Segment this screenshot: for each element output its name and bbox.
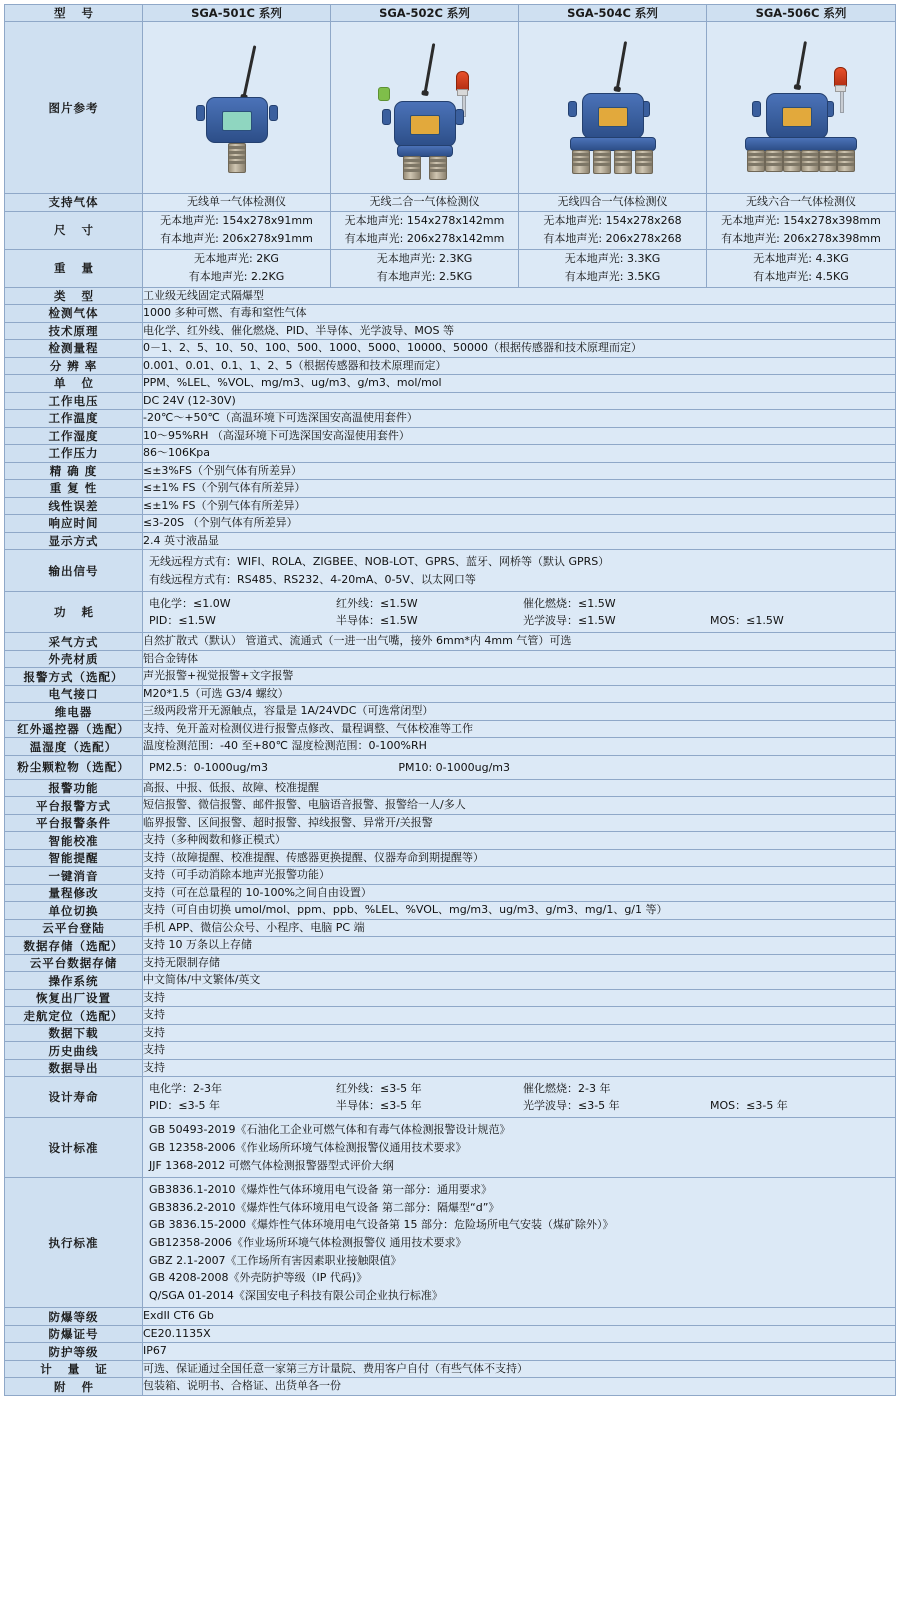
row-label-size: 尺 寸 bbox=[5, 211, 143, 249]
enclosure-body bbox=[766, 93, 828, 139]
enclosure-body bbox=[394, 101, 456, 147]
dust-blank bbox=[648, 759, 889, 776]
row-value-smart-calibration: 支持（多种阀数和修正模式） bbox=[143, 832, 896, 850]
row-value-ip-grade: IP67 bbox=[143, 1343, 896, 1361]
alarm-beacon-icon bbox=[456, 71, 469, 91]
gas-sensor-icon bbox=[593, 150, 611, 174]
row-value-unit: PPM、%LEL、%VOL、mg/m3、ug/m3、g/m3、mol/mol bbox=[143, 375, 896, 393]
exec-standard-line-1: GB3836.1-2010《爆炸性气体环境用电气设备 第一部分：通用要求》 bbox=[149, 1183, 493, 1197]
size-504c-line2: 有本地声光: 206x278x268 bbox=[543, 232, 682, 245]
row-label-platform-alarm-condition: 平台报警条件 bbox=[5, 814, 143, 832]
row-label-range: 检测量程 bbox=[5, 340, 143, 358]
design-standard-line-2: GB 12358-2006《作业场所环境气体检测报警仪通用技术要求》 bbox=[149, 1141, 467, 1155]
size-506c bbox=[707, 211, 896, 249]
table-row-design-standard bbox=[5, 1118, 896, 1178]
size-501c-line2: 有本地声光: 206x278x91mm bbox=[160, 232, 313, 245]
antenna-icon bbox=[615, 41, 626, 89]
weight-501c-line1: 无本地声光: 2KG bbox=[194, 251, 279, 265]
row-label-data-export: 数据导出 bbox=[5, 1059, 143, 1077]
table-row-platform-alarm-type bbox=[5, 797, 896, 815]
gas-sensor-icon bbox=[614, 150, 632, 174]
size-502c-line2: 有本地声光: 206x278x142mm bbox=[344, 232, 505, 245]
row-value-alarm-function: 高报、中报、低报、故障、校准提醒 bbox=[143, 779, 896, 797]
device-image-506c bbox=[707, 22, 896, 194]
exec-standard-line-2: GB3836.2-2010《爆炸性气体环境用电气设备 第二部分：隔爆型“d”》 bbox=[149, 1200, 500, 1214]
weight-501c bbox=[143, 249, 331, 287]
device-image-502c bbox=[331, 22, 519, 194]
table-row-platform-alarm-condition bbox=[5, 814, 896, 832]
row-value-alarm-type: 声光报警+视觉报警+文字报警 bbox=[143, 668, 896, 686]
row-label-temp-humidity-option: 温湿度（选配） bbox=[5, 738, 143, 756]
row-label-relay: 维电器 bbox=[5, 703, 143, 721]
row-value-temperature: -20℃～+50℃（高温环境下可选深国安高温使用套件） bbox=[143, 410, 896, 428]
row-label-image-reference: 图片参考 bbox=[5, 22, 143, 194]
table-row-electrical-interface bbox=[5, 685, 896, 703]
row-label-dust: 粉尘颗粒物（选配） bbox=[5, 755, 143, 779]
indicator-green-icon bbox=[378, 87, 390, 101]
row-value-mute: 支持（可手动消除本地声光报警功能） bbox=[143, 867, 896, 885]
table-row-linearity bbox=[5, 497, 896, 515]
size-501c bbox=[143, 211, 331, 249]
gas-manifold bbox=[570, 137, 656, 151]
output-signal-wired: 有线远程方式有：RS485、RS232、4-20mA、0-5V、以太网口等 bbox=[149, 572, 476, 586]
size-504c bbox=[519, 211, 707, 249]
row-label-temperature: 工作温度 bbox=[5, 410, 143, 428]
table-row-os bbox=[5, 972, 896, 990]
gas-sensor-icon bbox=[572, 150, 590, 174]
row-label-display: 显示方式 bbox=[5, 532, 143, 550]
table-row-exec-standard bbox=[5, 1178, 896, 1308]
mount-ear-left-icon bbox=[196, 105, 205, 121]
life-blank-1 bbox=[710, 1080, 889, 1097]
table-row-humidity bbox=[5, 427, 896, 445]
row-label-output-signal: 输出信号 bbox=[5, 550, 143, 592]
size-502c-line1: 无本地声光: 154x278x142mm bbox=[344, 213, 505, 227]
table-row-power bbox=[5, 592, 896, 633]
enclosure-body bbox=[582, 93, 644, 139]
weight-501c-line2: 有本地声光: 2.2KG bbox=[188, 270, 285, 283]
size-506c-line1: 无本地声光: 154x278x398mm bbox=[721, 213, 881, 227]
table-row-design-life bbox=[5, 1077, 896, 1118]
row-label-power: 功 耗 bbox=[5, 592, 143, 633]
row-label-gas-support: 支持气体 bbox=[5, 194, 143, 212]
row-value-power bbox=[143, 592, 896, 633]
row-value-display: 2.4 英寸液晶显 bbox=[143, 532, 896, 550]
power-optical: 光学波导：≤1.5W bbox=[523, 614, 616, 628]
lcd-screen-icon bbox=[222, 111, 252, 131]
row-value-electrical-interface: M20*1.5（可选 G3/4 螺纹） bbox=[143, 685, 896, 703]
spec-sheet bbox=[0, 4, 899, 1608]
row-label-housing: 外壳材质 bbox=[5, 650, 143, 668]
dust-pm10: PM10: 0-1000ug/m3 bbox=[398, 760, 510, 774]
output-signal-wireless: 无线远程方式有：WIFI、ROLA、ZIGBEE、NOB-LOT、GPRS、蓝牙、网桥等（默认 GPRS） bbox=[149, 555, 610, 568]
power-blank-1 bbox=[710, 595, 889, 612]
row-value-voltage: DC 24V (12-30V) bbox=[143, 392, 896, 410]
row-value-range-modify: 支持（可在总量程的 10-100%之间自由设置） bbox=[143, 884, 896, 902]
life-optical: 光学波导：≤3-5 年 bbox=[523, 1099, 620, 1113]
row-value-principle: 电化学、红外线、催化燃烧、PID、半导体、光学波导、MOS 等 bbox=[143, 322, 896, 340]
gas-sensor-icon bbox=[801, 150, 819, 172]
row-value-platform-alarm-type: 短信报警、微信报警、邮件报警、电脑语音报警、报警给一人/多人 bbox=[143, 797, 896, 815]
table-row-cloud-login bbox=[5, 919, 896, 937]
row-label-metrology-cert: 计 量 证 bbox=[5, 1360, 143, 1378]
power-catalytic: 催化燃烧：≤1.5W bbox=[523, 597, 616, 611]
table-row-range bbox=[5, 340, 896, 358]
exec-standard-line-4: GB12358-2006《作业场所环境气体检测报警仪 通用技术要求》 bbox=[149, 1235, 467, 1249]
table-row-detect-gas bbox=[5, 305, 896, 323]
row-value-housing: 铝合金铸体 bbox=[143, 650, 896, 668]
table-row-pressure bbox=[5, 445, 896, 463]
table-row-accessories bbox=[5, 1378, 896, 1396]
row-value-os: 中文简体/中文繁体/英文 bbox=[143, 972, 896, 990]
table-row-housing bbox=[5, 650, 896, 668]
exec-standard-line-7: Q/SGA 01-2014《深国安电子科技有限公司企业执行标准》 bbox=[149, 1288, 443, 1302]
table-row-unit bbox=[5, 375, 896, 393]
beacon-post-icon bbox=[840, 89, 844, 113]
beacon-base-icon bbox=[835, 85, 846, 92]
row-label-pressure: 工作压力 bbox=[5, 445, 143, 463]
row-label-sampling: 采气方式 bbox=[5, 633, 143, 651]
row-label-data-download: 数据下载 bbox=[5, 1024, 143, 1042]
row-label-os: 操作系统 bbox=[5, 972, 143, 990]
row-label-type: 类 型 bbox=[5, 287, 143, 305]
row-label-ex-grade: 防爆等级 bbox=[5, 1308, 143, 1326]
table-row-history-curve bbox=[5, 1042, 896, 1060]
table-row-dust bbox=[5, 755, 896, 779]
row-value-data-download: 支持 bbox=[143, 1024, 896, 1042]
row-label-factory-reset: 恢复出厂设置 bbox=[5, 989, 143, 1007]
row-label-mute: 一键消音 bbox=[5, 867, 143, 885]
design-standard-line-3: JJF 1368-2012 可燃气体检测报警器型式评价大纲 bbox=[149, 1158, 394, 1172]
power-semiconductor: 半导体：≤1.5W bbox=[336, 614, 418, 628]
exec-standard-line-5: GBZ 2.1-2007《工作场所有害因素职业接触限值》 bbox=[149, 1253, 402, 1267]
gas-sensor-icon bbox=[228, 143, 246, 173]
table-row-cloud-storage bbox=[5, 954, 896, 972]
row-label-unit: 单 位 bbox=[5, 375, 143, 393]
row-value-type: 工业级无线固定式隔爆型 bbox=[143, 287, 896, 305]
size-502c bbox=[331, 211, 519, 249]
row-value-smart-reminder: 支持（故障提醒、校准提醒、传感器更换提醒、仪器寿命到期提醒等） bbox=[143, 849, 896, 867]
table-row-ex-cert bbox=[5, 1325, 896, 1343]
row-label-weight: 重 量 bbox=[5, 249, 143, 287]
row-label-detect-gas: 检测气体 bbox=[5, 305, 143, 323]
row-value-data-storage: 支持 10 万条以上存储 bbox=[143, 937, 896, 955]
mount-ear-left-icon bbox=[568, 101, 577, 117]
gas-sensor-icon bbox=[747, 150, 765, 172]
row-value-output-signal bbox=[143, 550, 896, 592]
row-label-linearity: 线性误差 bbox=[5, 497, 143, 515]
table-row-voltage bbox=[5, 392, 896, 410]
weight-502c-line1: 无本地声光: 2.3KG bbox=[376, 251, 473, 265]
table-row-factory-reset bbox=[5, 989, 896, 1007]
row-label-repeatability: 重 复 性 bbox=[5, 480, 143, 498]
table-row-repeatability bbox=[5, 480, 896, 498]
row-value-platform-alarm-condition: 临界报警、区间报警、超时报警、掉线报警、异常开/关报警 bbox=[143, 814, 896, 832]
power-pid: PID：≤1.5W bbox=[149, 614, 216, 628]
header-model-label: 型 号 bbox=[5, 5, 143, 22]
power-mos: MOS：≤1.5W bbox=[710, 614, 784, 628]
gas-sensor-icon bbox=[403, 156, 421, 180]
row-label-ir-remote: 红外遥控器（选配） bbox=[5, 720, 143, 738]
row-value-exec-standard bbox=[143, 1178, 896, 1308]
life-infrared: 红外线：≤3-5 年 bbox=[336, 1082, 422, 1096]
row-value-resolution: 0.001、0.01、0.1、1、2、5（根据传感器和技术原理而定） bbox=[143, 357, 896, 375]
table-row-ex-grade bbox=[5, 1308, 896, 1326]
table-row-weight bbox=[5, 249, 896, 287]
weight-504c-line2: 有本地声光: 3.5KG bbox=[564, 270, 661, 283]
table-row-image-reference bbox=[5, 22, 896, 194]
row-label-alarm-type: 报警方式（选配） bbox=[5, 668, 143, 686]
table-row-data-export bbox=[5, 1059, 896, 1077]
row-label-platform-alarm-type: 平台报警方式 bbox=[5, 797, 143, 815]
antenna-icon bbox=[796, 41, 807, 87]
row-label-humidity: 工作湿度 bbox=[5, 427, 143, 445]
row-value-repeatability: ≤±1% FS（个别气体有所差异） bbox=[143, 480, 896, 498]
row-label-ip-grade: 防护等级 bbox=[5, 1343, 143, 1361]
weight-506c-line2: 有本地声光: 4.5KG bbox=[753, 270, 849, 283]
mount-ear-left-icon bbox=[752, 101, 761, 117]
table-row-temp-humidity-option bbox=[5, 738, 896, 756]
row-label-exec-standard: 执行标准 bbox=[5, 1178, 143, 1308]
row-value-ir-remote: 支持、免开盖对检测仪进行报警点修改、量程调整、气体校准等工作 bbox=[143, 720, 896, 738]
row-value-unit-switch: 支持（可自由切换 umol/mol、ppm、ppb、%LEL、%VOL、mg/m3、ug/m3、g/m3、mg/1、g/1 等） bbox=[143, 902, 896, 920]
life-mos: MOS：≤3-5 年 bbox=[710, 1099, 788, 1113]
row-label-accessories: 附 件 bbox=[5, 1378, 143, 1396]
header-model-2: SGA-502C 系列 bbox=[331, 5, 519, 22]
gas-sensor-icon bbox=[429, 156, 447, 180]
table-row-size bbox=[5, 211, 896, 249]
row-value-dust bbox=[143, 755, 896, 779]
design-standard-line-1: GB 50493-2019《石油化工企业可燃气体和有毒气体检测报警设计规范》 bbox=[149, 1123, 511, 1137]
life-electrochemical: 电化学：2-3年 bbox=[149, 1082, 222, 1096]
mount-ear-right-icon bbox=[455, 109, 464, 125]
device-drawing-506c bbox=[708, 23, 894, 193]
table-row-range-modify bbox=[5, 884, 896, 902]
row-value-accuracy: ≤±3%FS（个别气体有所差异） bbox=[143, 462, 896, 480]
table-row-resolution bbox=[5, 357, 896, 375]
table-row-output-signal bbox=[5, 550, 896, 592]
weight-502c-line2: 有本地声光: 2.5KG bbox=[376, 270, 473, 283]
table-row-unit-switch bbox=[5, 902, 896, 920]
antenna-icon bbox=[242, 45, 256, 96]
mount-ear-right-icon bbox=[269, 105, 278, 121]
row-label-cloud-login: 云平台登陆 bbox=[5, 919, 143, 937]
dust-pm25: PM2.5：0-1000ug/m3 bbox=[149, 760, 268, 774]
antenna-icon bbox=[423, 43, 435, 93]
table-row-display bbox=[5, 532, 896, 550]
table-row-mobile-positioning bbox=[5, 1007, 896, 1025]
weight-504c bbox=[519, 249, 707, 287]
row-label-smart-reminder: 智能提醒 bbox=[5, 849, 143, 867]
table-row-alarm-type bbox=[5, 668, 896, 686]
gas-sensor-icon bbox=[819, 150, 837, 172]
table-row-response-time bbox=[5, 515, 896, 533]
table-row-temperature bbox=[5, 410, 896, 428]
exec-standard-line-3: GB 3836.15-2000《爆炸性气体环境用电气设备第 15 部分：危险场所电气安装（煤矿除外）》 bbox=[149, 1218, 614, 1232]
header-model-3: SGA-504C 系列 bbox=[519, 5, 707, 22]
row-value-range: 0－1、2、5、10、50、100、500、1000、5000、10000、50000（根据传感器和技术原理而定） bbox=[143, 340, 896, 358]
row-value-factory-reset: 支持 bbox=[143, 989, 896, 1007]
lcd-screen-icon bbox=[782, 107, 812, 127]
row-label-mobile-positioning: 走航定位（选配） bbox=[5, 1007, 143, 1025]
alarm-beacon-icon bbox=[834, 67, 847, 87]
life-catalytic: 催化燃烧：2-3 年 bbox=[523, 1082, 611, 1096]
table-row-smart-calibration bbox=[5, 832, 896, 850]
power-electrochemical: 电化学：≤1.0W bbox=[149, 597, 231, 611]
table-row-accuracy bbox=[5, 462, 896, 480]
row-label-design-standard: 设计标准 bbox=[5, 1118, 143, 1178]
device-drawing-502c bbox=[332, 23, 518, 193]
row-value-history-curve: 支持 bbox=[143, 1042, 896, 1060]
row-value-design-life bbox=[143, 1077, 896, 1118]
device-drawing-501c bbox=[144, 23, 330, 193]
row-value-relay: 三级两段常开无源触点，容量是 1A/24VDC（可选常闭型） bbox=[143, 703, 896, 721]
gas-support-506c: 无线六合一气体检测仪 bbox=[707, 194, 896, 212]
row-label-data-storage: 数据存储（选配） bbox=[5, 937, 143, 955]
gas-sensor-icon bbox=[635, 150, 653, 174]
row-value-linearity: ≤±1% FS（个别气体有所差异） bbox=[143, 497, 896, 515]
row-label-range-modify: 量程修改 bbox=[5, 884, 143, 902]
device-image-504c bbox=[519, 22, 707, 194]
life-pid: PID：≤3-5 年 bbox=[149, 1099, 221, 1113]
row-value-cloud-storage: 支持无限制存储 bbox=[143, 954, 896, 972]
gas-sensor-icon bbox=[837, 150, 855, 172]
table-row-smart-reminder bbox=[5, 849, 896, 867]
table-row-type bbox=[5, 287, 896, 305]
gas-support-502c: 无线二合一气体检测仪 bbox=[331, 194, 519, 212]
row-label-accuracy: 精 确 度 bbox=[5, 462, 143, 480]
row-value-design-standard bbox=[143, 1118, 896, 1178]
size-501c-line1: 无本地声光: 154x278x91mm bbox=[160, 213, 313, 227]
row-label-ex-cert: 防爆证号 bbox=[5, 1325, 143, 1343]
row-label-smart-calibration: 智能校准 bbox=[5, 832, 143, 850]
size-504c-line1: 无本地声光: 154x278x268 bbox=[543, 213, 682, 227]
header-model-4: SGA-506C 系列 bbox=[707, 5, 896, 22]
row-value-pressure: 86～106Kpa bbox=[143, 445, 896, 463]
lcd-screen-icon bbox=[598, 107, 628, 127]
row-value-sampling: 自然扩散式（默认） 管道式、流通式（一进一出气嘴，接外 6mm*内 4mm 气管）可选 bbox=[143, 633, 896, 651]
mount-ear-left-icon bbox=[382, 109, 391, 125]
row-value-humidity: 10～95%RH （高湿环境下可选深国安高湿使用套件） bbox=[143, 427, 896, 445]
row-label-voltage: 工作电压 bbox=[5, 392, 143, 410]
table-row-principle bbox=[5, 322, 896, 340]
exec-standard-line-6: GB 4208-2008《外壳防护等级（IP 代码)》 bbox=[149, 1271, 368, 1285]
specification-table bbox=[4, 4, 896, 1396]
row-label-principle: 技术原理 bbox=[5, 322, 143, 340]
enclosure-body bbox=[206, 97, 268, 143]
row-label-electrical-interface: 电气接口 bbox=[5, 685, 143, 703]
weight-504c-line1: 无本地声光: 3.3KG bbox=[564, 251, 661, 265]
weight-506c bbox=[707, 249, 896, 287]
lcd-screen-icon bbox=[410, 115, 440, 135]
table-row-sampling bbox=[5, 633, 896, 651]
gas-sensor-icon bbox=[765, 150, 783, 172]
device-drawing-504c bbox=[520, 23, 706, 193]
row-value-detect-gas: 1000 多种可燃、有毒和窒性气体 bbox=[143, 305, 896, 323]
table-row-metrology-cert bbox=[5, 1360, 896, 1378]
row-label-history-curve: 历史曲线 bbox=[5, 1042, 143, 1060]
row-value-ex-grade: ExdII CT6 Gb bbox=[143, 1308, 896, 1326]
table-row-data-storage bbox=[5, 937, 896, 955]
row-label-design-life: 设计寿命 bbox=[5, 1077, 143, 1118]
gas-manifold bbox=[397, 145, 453, 157]
gas-sensor-icon bbox=[783, 150, 801, 172]
row-value-metrology-cert: 可选、保证通过全国任意一家第三方计量院、费用客户自付（有些气体不支持） bbox=[143, 1360, 896, 1378]
row-value-accessories: 包装箱、说明书、合格证、出货单各一份 bbox=[143, 1378, 896, 1396]
gas-manifold bbox=[745, 137, 857, 151]
row-value-data-export: 支持 bbox=[143, 1059, 896, 1077]
weight-502c bbox=[331, 249, 519, 287]
beacon-base-icon bbox=[457, 89, 468, 96]
row-label-alarm-function: 报警功能 bbox=[5, 779, 143, 797]
device-image-501c bbox=[143, 22, 331, 194]
table-row-relay bbox=[5, 703, 896, 721]
table-row-ip-grade bbox=[5, 1343, 896, 1361]
header-model-1: SGA-501C 系列 bbox=[143, 5, 331, 22]
weight-506c-line1: 无本地声光: 4.3KG bbox=[753, 251, 849, 265]
row-label-resolution: 分 辨 率 bbox=[5, 357, 143, 375]
row-value-mobile-positioning: 支持 bbox=[143, 1007, 896, 1025]
size-506c-line2: 有本地声光: 206x278x398mm bbox=[721, 232, 881, 245]
table-row-data-download bbox=[5, 1024, 896, 1042]
gas-support-501c: 无线单一气体检测仪 bbox=[143, 194, 331, 212]
table-row-mute bbox=[5, 867, 896, 885]
row-value-temp-humidity-option: 温度检测范围：-40 至+80℃ 湿度检测范围：0-100%RH bbox=[143, 738, 896, 756]
table-row-gas-support bbox=[5, 194, 896, 212]
table-row-ir-remote bbox=[5, 720, 896, 738]
power-infrared: 红外线：≤1.5W bbox=[336, 597, 418, 611]
row-value-ex-cert: CE20.1135X bbox=[143, 1325, 896, 1343]
gas-support-504c: 无线四合一气体检测仪 bbox=[519, 194, 707, 212]
table-row-alarm-function bbox=[5, 779, 896, 797]
row-value-cloud-login: 手机 APP、微信公众号、小程序、电脑 PC 端 bbox=[143, 919, 896, 937]
row-label-cloud-storage: 云平台数据存储 bbox=[5, 954, 143, 972]
row-label-response-time: 响应时间 bbox=[5, 515, 143, 533]
row-label-unit-switch: 单位切换 bbox=[5, 902, 143, 920]
row-value-response-time: ≤3-20S （个别气体有所差异） bbox=[143, 515, 896, 533]
life-semiconductor: 半导体：≤3-5 年 bbox=[336, 1099, 422, 1113]
table-header-row bbox=[5, 5, 896, 22]
